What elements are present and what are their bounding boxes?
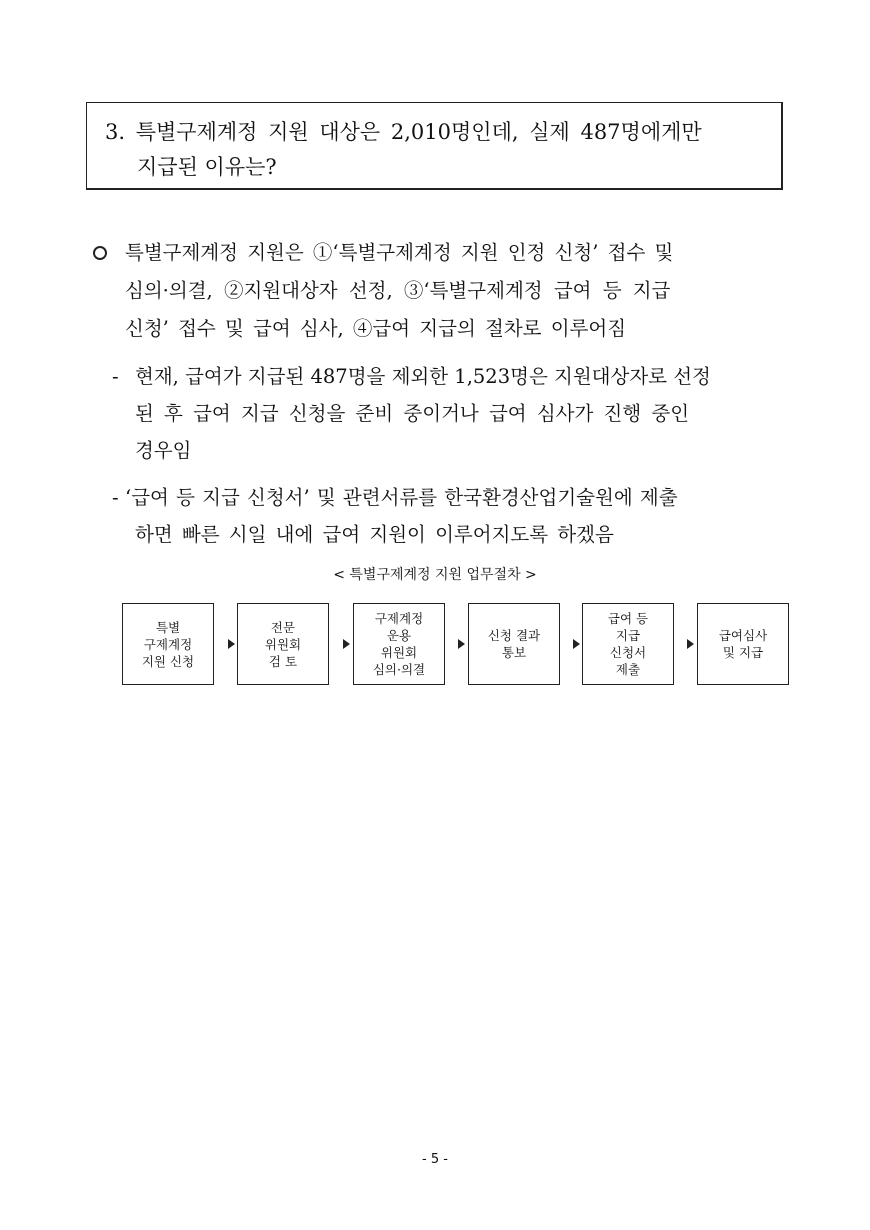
- sub-point-1-line-2: 된 후 급여 지급 신청을 준비 중이거나 급여 심사가 진행 중인: [135, 402, 690, 425]
- process-step-4: 신청 결과 통보: [468, 603, 560, 685]
- main-point-line-2: 심의·의결, ②지원대상자 선정, ③‘특별구제계정 급여 등 지급: [125, 279, 671, 302]
- main-point-line-1: 특별구제계정 지원은 ①‘특별구제계정 지원 인정 신청’ 접수 및: [125, 241, 674, 264]
- dash-bullet: -: [112, 365, 119, 388]
- question-heading-box: [86, 102, 783, 190]
- process-title: < 특별구제계정 지원 업무절차 >: [333, 567, 537, 583]
- process-step-1: 특별 구제계정 지원 신청: [122, 603, 214, 685]
- process-step-6: 급여심사 및 지급: [697, 603, 789, 685]
- sub-point-2-line-1: ‘급여 등 지급 신청서’ 및 관련서류를 한국환경산업기술원에 제출: [125, 486, 678, 509]
- circle-bullet-icon: [93, 246, 107, 260]
- right-arrow-icon: [343, 639, 350, 649]
- sub-point-1-line-1: 현재, 급여가 지급된 487명을 제외한 1,523명은 지원대상자로 선정: [135, 365, 711, 388]
- right-arrow-icon: [687, 639, 694, 649]
- question-heading-line-1: 3. 특별구제계정 지원 대상은 2,010명인데, 실제 487명에게만: [105, 120, 702, 144]
- process-step-3: 구제계정 운용 위원회 심의·의결: [353, 603, 445, 685]
- process-step-5: 급여 등 지급 신청서 제출: [582, 603, 674, 685]
- right-arrow-icon: [458, 639, 465, 649]
- page-number: - 5 -: [422, 1152, 448, 1167]
- main-point-line-3: 신청’ 접수 및 급여 심사, ④급여 지급의 절차로 이루어짐: [125, 317, 627, 340]
- right-arrow-icon: [573, 639, 580, 649]
- sub-point-2-line-2: 하면 빠른 시일 내에 급여 지원이 이루어지도록 하겠음: [135, 523, 614, 546]
- right-arrow-icon: [228, 639, 235, 649]
- process-step-2: 전문 위원회 검 토: [237, 603, 329, 685]
- question-heading-line-2: 지급된 이유는?: [137, 155, 277, 179]
- dash-bullet: -: [112, 486, 119, 509]
- sub-point-1-line-3: 경우임: [135, 439, 192, 462]
